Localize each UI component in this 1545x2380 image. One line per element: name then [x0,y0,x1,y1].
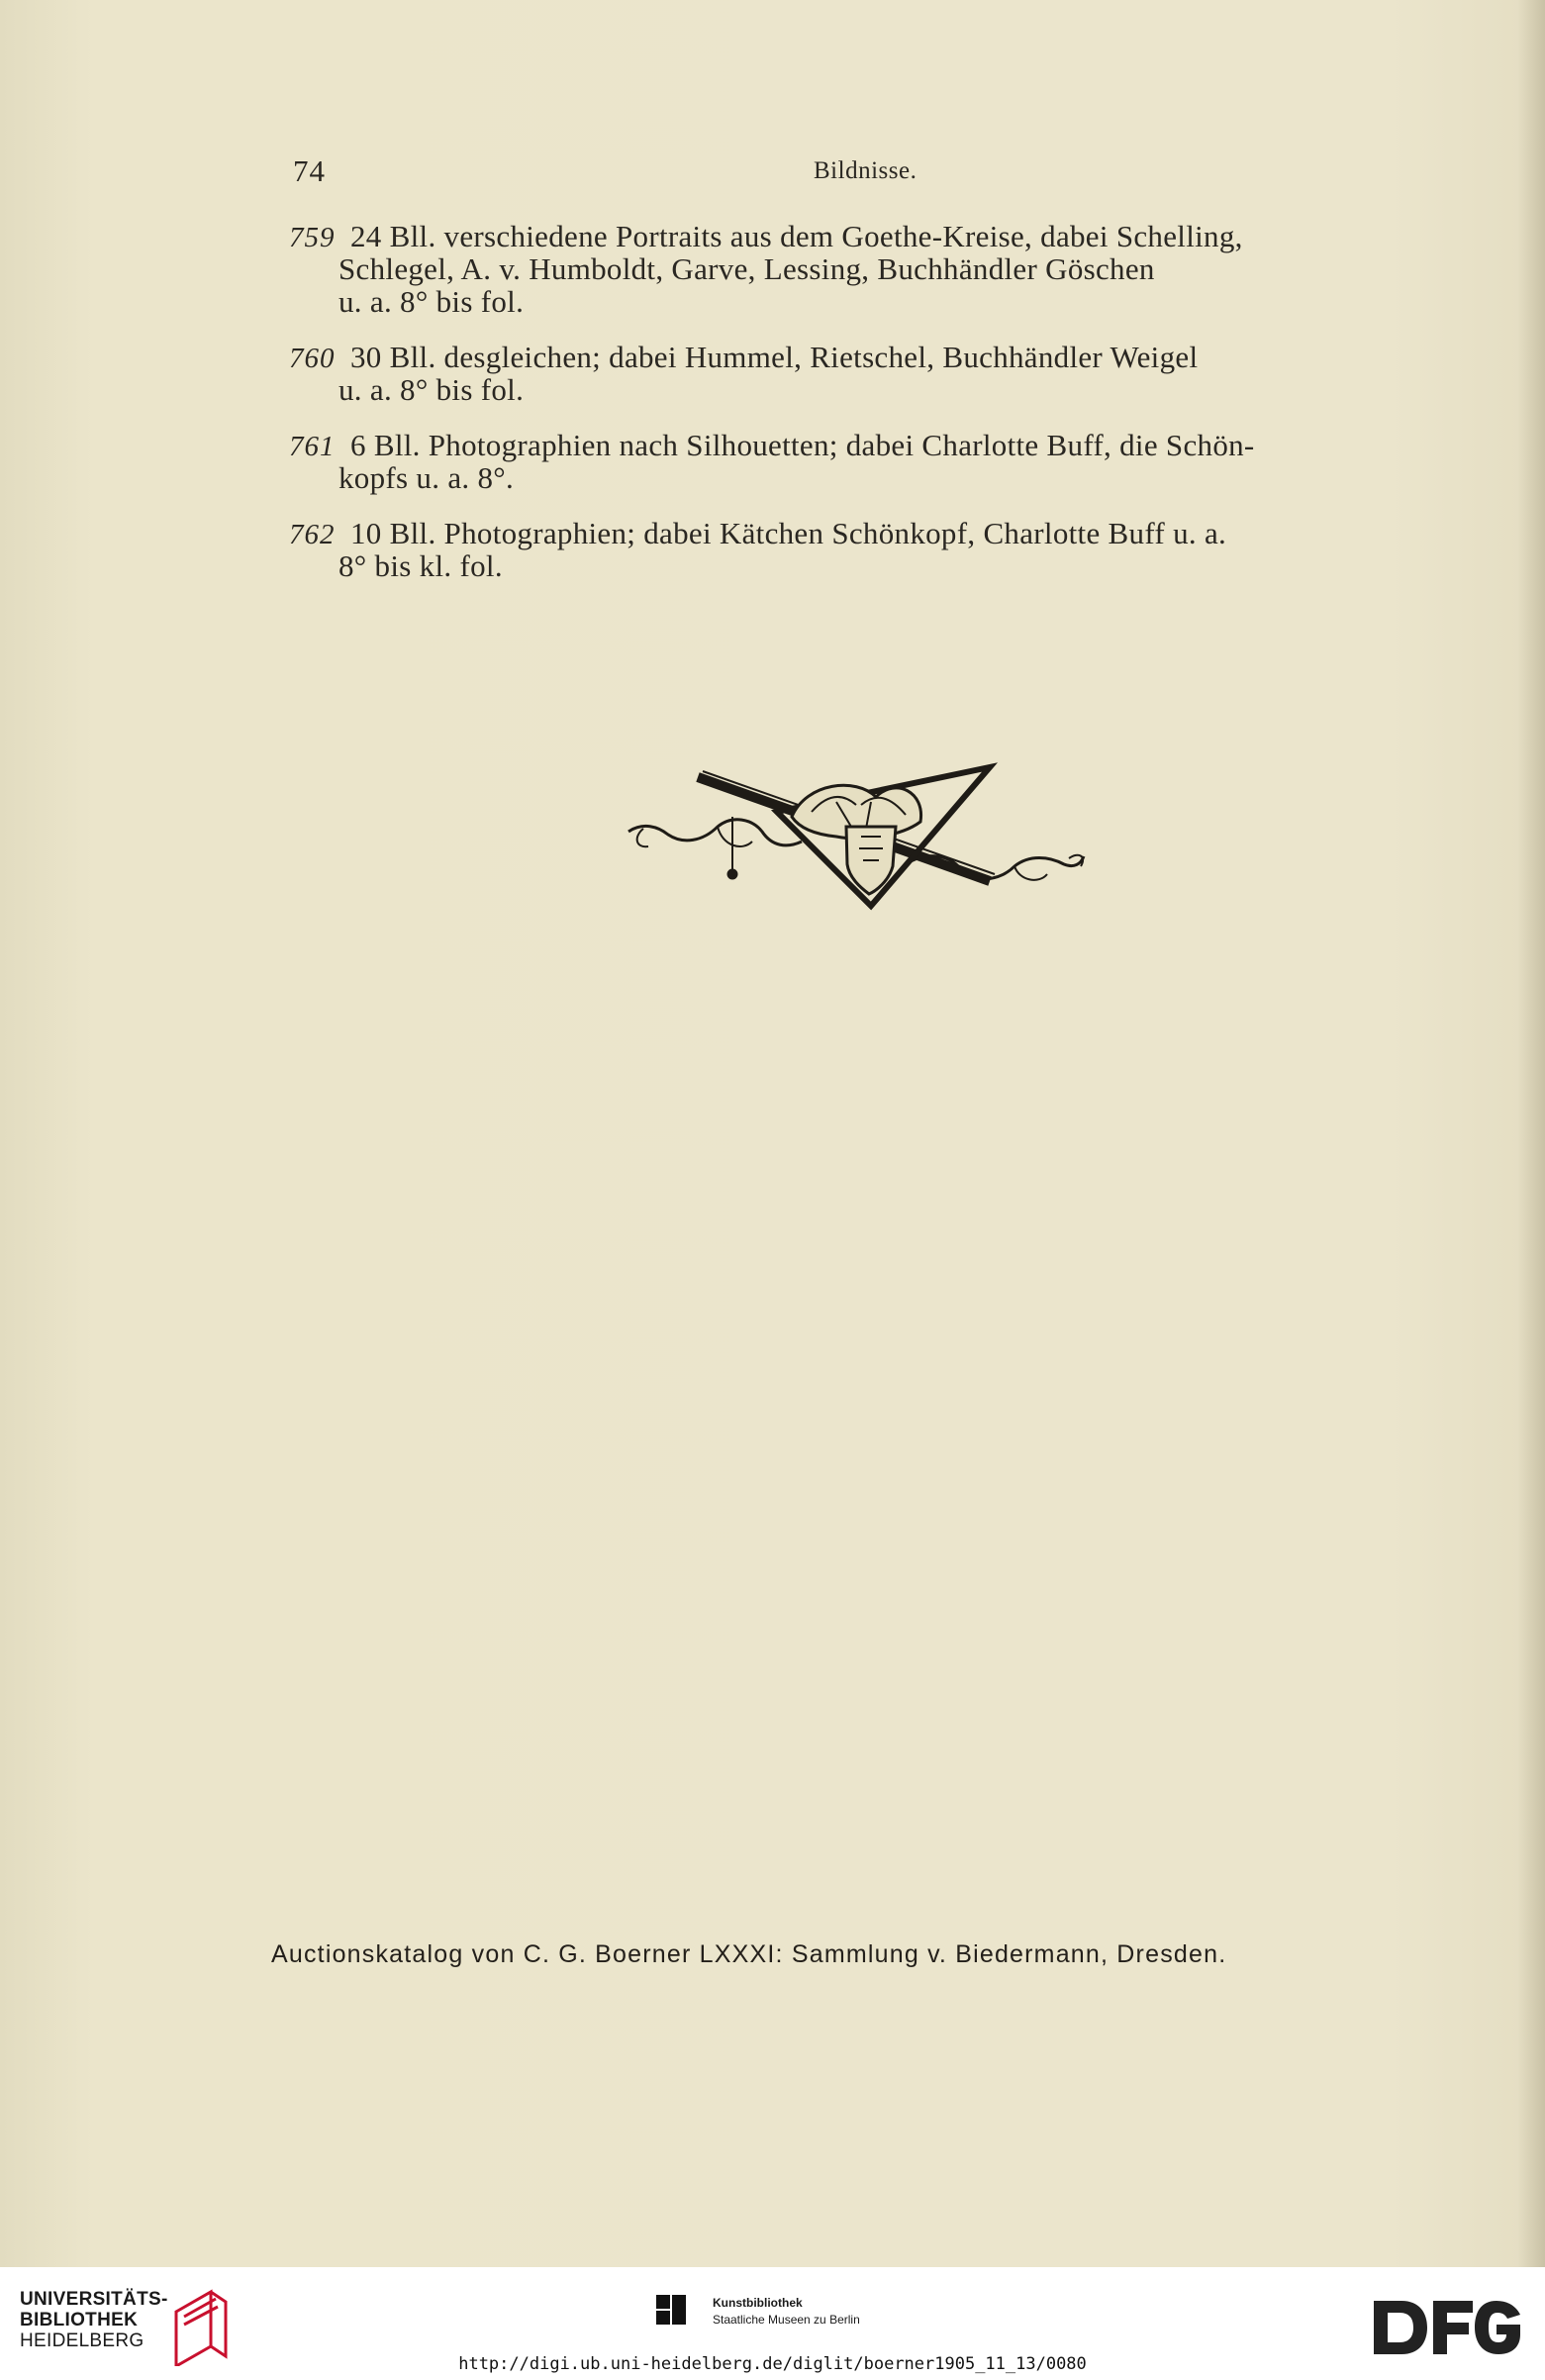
catalog-footer: Auctionskatalog von C. G. Boerner LXXXI: Sammlung v. Biedermann, Dresden. [271,1940,1227,1968]
entry-line: 30 Bll. desgleichen; dabei Hummel, Rietschel, Buchhändler Weigel [350,340,1199,374]
entry-number: 762 [289,519,336,550]
page-number: 74 [293,153,326,188]
entry-line: u. a. 8° bis fol. [338,284,525,319]
university-name [20,2289,168,2351]
entry-line: kopfs u. a. 8°. [338,460,515,495]
kunstbibliothek-text [713,2295,860,2329]
entry-line: 6 Bll. Photographien nach Silhouetten; dabei Charlotte Buff, die Schön- [350,428,1255,462]
entry-number: 761 [289,431,336,462]
catalog-entries [289,220,1437,605]
entry-text [338,219,1437,319]
kunstbibliothek-logo[interactable] [656,2283,894,2342]
entry-number: 760 [289,343,336,374]
university-name-line: BIBLIOTHEK [20,2310,139,2330]
entry-text [338,428,1437,495]
entry-text [338,516,1437,583]
kunstbibliothek-subtitle: Staatliche Museen zu Berlin [713,2313,860,2327]
catalog-entry [289,429,1437,494]
entry-line: u. a. 8° bis fol. [338,372,525,407]
permalink-url[interactable]: http://digi.ub.uni-heidelberg.de/diglit/boerner1905_11_13/0080 [458,2354,1087,2374]
entry-number: 759 [289,222,336,253]
catalog-entry [289,341,1437,406]
catalog-entry [289,220,1437,318]
university-name-line: HEIDELBERG [20,2330,145,2351]
dfg-logo[interactable] [1374,2297,1522,2358]
entry-line: 8° bis kl. fol. [338,548,503,583]
kunstbibliothek-mark-icon [656,2295,704,2332]
university-name-line: UNIVERSITÄTS- [20,2289,168,2310]
ornamental-vignette [624,757,1089,916]
running-title: Bildnisse. [814,157,917,184]
digitization-footer-bar [0,2267,1545,2380]
catalog-entry [289,517,1437,582]
entry-text [338,340,1437,407]
running-head [293,153,959,193]
page-edge-shadow [1517,0,1545,2267]
entry-line: 10 Bll. Photographien; dabei Kätchen Schönkopf, Charlotte Buff u. a. [350,516,1227,550]
kunstbibliothek-title: Kunstbibliothek [713,2296,803,2310]
entry-line: 24 Bll. verschiedene Portraits aus dem Goethe-Kreise, dabei Schelling, [350,219,1243,253]
entry-line: Schlegel, A. v. Humboldt, Garve, Lessing, Buchhändler Göschen [338,251,1155,286]
